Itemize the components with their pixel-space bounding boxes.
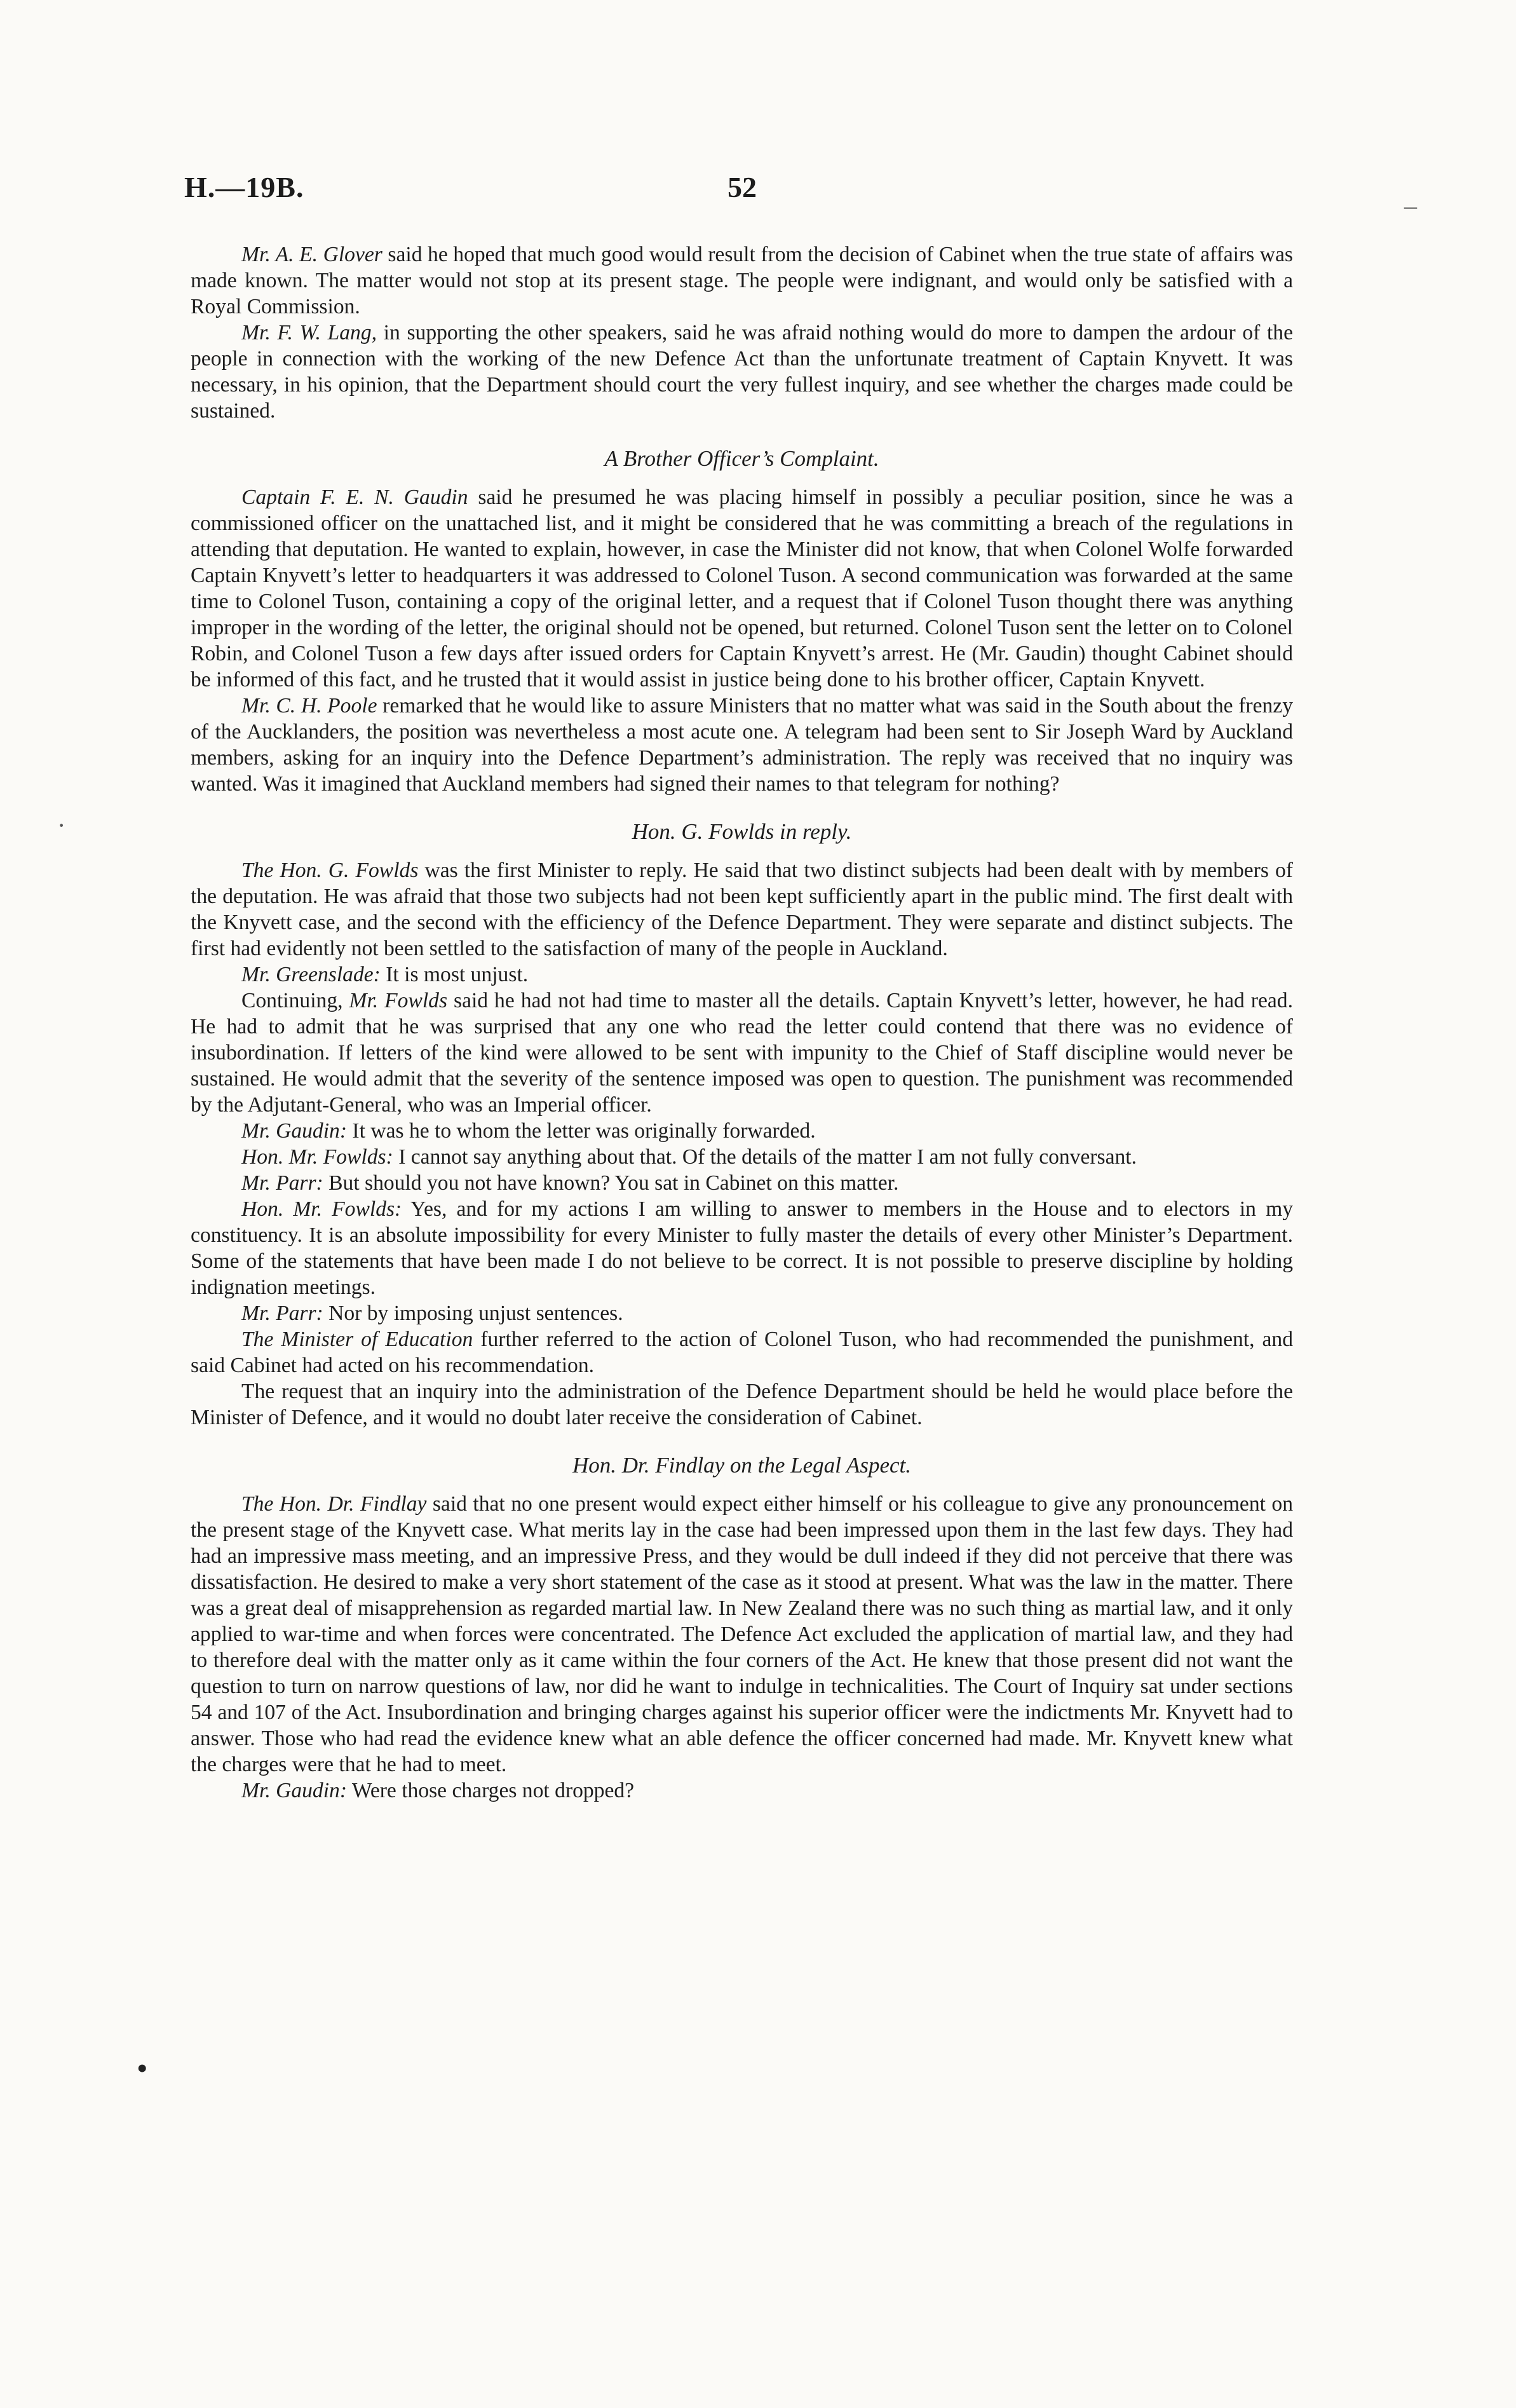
- paragraph: [191, 1491, 1293, 1778]
- paragraph: [191, 1378, 1293, 1431]
- paragraph: [191, 1300, 1293, 1326]
- paragraph-text: I cannot say anything about that. Of the details of the matter I am not fully conversant.: [393, 1145, 1137, 1169]
- section-heading: Hon. G. Fowlds in reply.: [632, 819, 852, 844]
- paragraph-text: Yes, and for my actions I am willing to answer to members in the House and to electors in my constituency. It is an absolute impossibility for every Minister to fully master the details of every other Minister’s Department. Some of the statements that have been made I do not believe to be correct. It is not possible to preserve discipline by holding indignation meetings.: [191, 1197, 1293, 1299]
- page-number: 52: [728, 171, 757, 203]
- paragraph-text: further referred to the action of Colonel Tuson, who had recommended the punishment, and said Cabinet had acted on his recommendation.: [191, 1328, 1293, 1377]
- paragraph-text: But should you not have known? You sat in Cabinet on this matter.: [323, 1171, 899, 1195]
- document-body: [191, 241, 1293, 1804]
- paragraph: [191, 1144, 1293, 1170]
- paragraph-text: Nor by imposing unjust sentences.: [323, 1302, 623, 1325]
- document-reference: H.—19B.: [184, 171, 304, 203]
- speaker-name: The Minister of Education: [241, 1328, 473, 1351]
- paragraph-text: was the first Minister to reply. He said that two distinct subjects had been dealt with by members of the deputation. He was afraid that those two subjects had not been kept sufficiently apart in the public mind. The first dealt with the Knyvett case, and the second with the efficiency of the Defence Department. They were separate and distinct subjects. The first had evidently not been settled to the satisfaction of many of the people in Auckland.: [191, 859, 1293, 960]
- speaker-name: Hon. Mr. Fowlds:: [241, 1145, 393, 1169]
- speaker-name: Captain F. E. N. Gaudin: [241, 486, 468, 509]
- speaker-name: The Hon. G. Fowlds: [241, 859, 419, 882]
- paragraph: [191, 241, 1293, 320]
- paragraph: [191, 1778, 1293, 1804]
- paragraph-text: said that no one present would expect either himself or his colleague to give any pronouncement on the present stage of the Knyvett case. What merits lay in the case had been impressed upon them in the last few days. They had had an impressive mass meeting, and an impressive Press, and they would be dull indeed if they did not perceive that there was dissatisfaction. He desired to make a very short statement of the case as it stood at present. What was the law in the matter. There was a great deal of misapprehension as regarded martial law. In New Zealand there was no such thing as martial law, and it only applied to war-time and when forces were concentrated. The Defence Act excluded the application of martial law, and they had to therefore deal with the matter only as it came within the four corners of the Act. He knew that those present did not want the question to turn on narrow questions of law, nor did he want to indulge in technicalities. The Court of Inquiry sat under sections 54 and 107 of the Act. Insubordination and bringing charges against his superior officer were the indictments Mr. Knyvett had to answer. Those who had read the evidence knew what an able defence the officer concerned had made. Mr. Knyvett knew what the charges were that he had to meet.: [191, 1492, 1293, 1776]
- paragraph: [191, 1326, 1293, 1378]
- paragraph-text: in supporting the other speakers, said he was afraid nothing would do more to dampen the ardour of the people in connection with the working of the new Defence Act than the unfortunate treatment of Captain Knyvett. It was necessary, in his opinion, that the Department should court the very fullest inquiry, and see whether the charges made could be sustained.: [191, 321, 1293, 423]
- speaker-name: Mr. C. H. Poole: [241, 694, 377, 718]
- paragraph: [191, 693, 1293, 797]
- speaker-name: Mr. A. E. Glover: [241, 243, 382, 266]
- section-heading: A Brother Officer’s Complaint.: [604, 446, 879, 471]
- paragraph-text: The request that an inquiry into the administration of the Defence Department should be held he would place before the Minister of Defence, and it would no doubt later receive the consideration of Cabinet.: [191, 1380, 1293, 1429]
- speaker-name: Mr. Parr:: [241, 1302, 323, 1325]
- paragraph-text: said he hoped that much good would result from the decision of Cabinet when the true state of affairs was made known. The matter would not stop at its present stage. The people were indignant, and would only be satisfied with a Royal Commission.: [191, 243, 1293, 318]
- speaker-name: Mr. Gaudin:: [241, 1119, 348, 1143]
- paragraph: [191, 988, 1293, 1118]
- speaker-name: Mr. Parr:: [241, 1171, 323, 1195]
- paragraph-lead: Continuing,: [241, 989, 349, 1012]
- paragraph: [191, 484, 1293, 693]
- speaker-name: Mr. F. W. Lang,: [241, 321, 377, 344]
- speaker-name: Hon. Mr. Fowlds:: [241, 1197, 402, 1221]
- paragraph: [191, 962, 1293, 988]
- page-header: [184, 170, 1315, 208]
- section-heading: Hon. Dr. Findlay on the Legal Aspect.: [572, 1453, 912, 1478]
- paragraph: [191, 857, 1293, 962]
- margin-mark-left: •: [137, 2050, 148, 2086]
- margin-mark-right: –: [1404, 191, 1417, 220]
- paragraph: [191, 1196, 1293, 1300]
- margin-mark-left: ·: [57, 811, 66, 840]
- paragraph-text: It was he to whom the letter was originally forwarded.: [347, 1119, 816, 1143]
- paragraph-text: said he presumed he was placing himself in possibly a peculiar position, since he was a commissioned officer on the unattached list, and it might be considered that he was committing a breach of the regulations in attending that deputation. He wanted to explain, however, in case the Minister did not know, that when Colonel Wolfe forwarded Captain Knyvett’s letter to headquarters it was addressed to Colonel Tuson. A second communication was forwarded at the same time to Colonel Tuson, containing a copy of the original letter, and a request that if Colonel Tuson thought there was anything improper in the wording of the letter, the original should not be opened, but returned. Colonel Tuson sent the letter on to Colonel Robin, and Colonel Tuson a few days after issued orders for Captain Knyvett’s arrest. He (Mr. Gaudin) thought Cabinet should be informed of this fact, and he trusted that it would assist in justice being done to his brother officer, Captain Knyvett.: [191, 486, 1293, 691]
- paragraph: [191, 1170, 1293, 1196]
- paragraph-text: said he had not had time to master all the details. Captain Knyvett’s letter, however, he had read. He had to admit that he was surprised that any one who read the letter could contend that there was no evidence of insubordination. If letters of the kind were allowed to be sent with impunity to the Chief of Staff discipline would never be sustained. He would admit that the severity of the sentence imposed was open to question. The punishment was recommended by the Adjutant-General, who was an Imperial officer.: [191, 989, 1293, 1117]
- paragraph-text: It is most unjust.: [380, 963, 529, 986]
- paragraph: [191, 1118, 1293, 1144]
- paragraph-text: remarked that he would like to assure Ministers that no matter what was said in the South about the frenzy of the Aucklanders, the position was nevertheless a most acute one. A telegram had been sent to Sir Joseph Ward by Auckland members, asking for an inquiry into the Defence Department’s administration. The reply was received that no inquiry was wanted. Was it imagined that Auckland members had signed their names to that telegram for nothing?: [191, 694, 1293, 796]
- paragraph-text: Were those charges not dropped?: [347, 1779, 635, 1802]
- speaker-name: Mr. Greenslade:: [241, 963, 381, 986]
- speaker-name: Mr. Gaudin:: [241, 1779, 348, 1802]
- paragraph: [191, 320, 1293, 424]
- speaker-name: Mr. Fowlds: [349, 989, 448, 1012]
- speaker-name: The Hon. Dr. Findlay: [241, 1492, 427, 1516]
